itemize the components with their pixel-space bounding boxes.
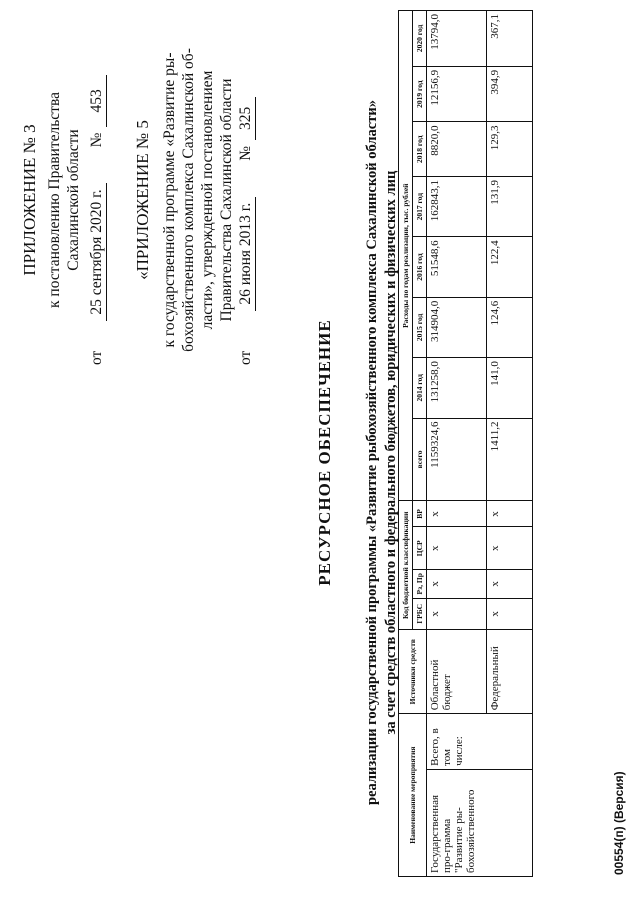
row-year-value: 141,0 bbox=[487, 358, 533, 418]
header-grbs: ГРБС bbox=[413, 598, 427, 630]
row-year-value: 129,3 bbox=[487, 122, 533, 176]
row-vr: х bbox=[487, 501, 533, 527]
document-heading: РЕСУРСНОЕ ОБЕСПЕЧЕНИЕ bbox=[315, 319, 334, 586]
row-total: 1411,2 bbox=[487, 418, 533, 501]
row-source: Федеральный bbox=[487, 630, 533, 714]
version-footer: 00554(п) (Версия) bbox=[612, 771, 626, 875]
appendix-3-line1: к постановлению Правительства bbox=[46, 92, 63, 308]
appendix-3-title: ПРИЛОЖЕНИЕ № 3 bbox=[20, 124, 39, 276]
header-year: 2015 год bbox=[413, 297, 427, 357]
header-year: 2014 год bbox=[413, 358, 427, 418]
appendix-5-line2: бохозяйственного комплекса Сахалинской об- bbox=[180, 48, 197, 352]
row-year-value: 8820,0 bbox=[427, 122, 487, 176]
row-source: Областной бюджет bbox=[427, 630, 487, 714]
appendix-5-title: «ПРИЛОЖЕНИЕ № 5 bbox=[133, 120, 152, 280]
row-year-value: 394,9 bbox=[487, 66, 533, 122]
appendix-5-line4: Правительства Сахалинской области bbox=[218, 78, 235, 322]
row-total: 1159324,6 bbox=[427, 418, 487, 501]
document-title-block bbox=[315, 30, 401, 875]
row-year-value: 162843,1 bbox=[427, 176, 487, 236]
header-total: всего bbox=[413, 418, 427, 501]
appendix-5-ot: от bbox=[237, 350, 254, 365]
header-source: Источники средств bbox=[399, 630, 427, 714]
header-year: 2018 год bbox=[413, 122, 427, 176]
appendix-5-line1: к государственной программе «Развитие ры- bbox=[161, 52, 178, 348]
row-year-value: 12156,9 bbox=[427, 66, 487, 122]
row-year-value: 51548,6 bbox=[427, 237, 487, 297]
row-scope: Всего, в том числе: bbox=[427, 714, 533, 770]
row-csr: х bbox=[487, 527, 533, 570]
document-subtitle-2: за счет средств областного и федерального бюджетов, юридических и физических лиц bbox=[383, 170, 399, 735]
appendix-5-date: 26 июня 2013 г. bbox=[236, 197, 256, 311]
row-csr: х bbox=[427, 527, 487, 570]
row-grbs: х bbox=[427, 598, 487, 630]
row-year-value: 124,6 bbox=[487, 297, 533, 357]
appendix-5-no: № bbox=[237, 145, 254, 161]
appendix-3-no: № bbox=[88, 132, 105, 148]
header-csr: ЦСР bbox=[413, 527, 427, 570]
appendix-5-number: 325 bbox=[236, 97, 256, 140]
header-vr: ВР bbox=[413, 501, 427, 527]
row-year-value: 13794,0 bbox=[427, 11, 487, 67]
header-year: 2017 год bbox=[413, 176, 427, 236]
header-year: 2020 год bbox=[413, 11, 427, 67]
row-year-value: 131258,0 bbox=[427, 358, 487, 418]
row-rzpr: х bbox=[427, 570, 487, 598]
appendix-3-number: 453 bbox=[87, 75, 107, 126]
header-rzpr: Рз, Пр bbox=[413, 570, 427, 598]
header-name: Наименование мероприятия bbox=[399, 714, 427, 877]
document-subtitle-1: реализации государственной программы «Развитие рыбохозяйственного комплекса Сахалинской области» bbox=[364, 100, 380, 805]
appendix-3-block bbox=[20, 35, 256, 365]
row-grbs: х bbox=[487, 598, 533, 630]
header-budget-code: Код бюджетной классификации bbox=[399, 501, 413, 630]
row-year-value: 367,1 bbox=[487, 11, 533, 67]
appendix-3-date: 25 сентября 2020 г. bbox=[87, 183, 107, 320]
header-year: 2016 год bbox=[413, 237, 427, 297]
row-year-value: 314904,0 bbox=[427, 297, 487, 357]
header-year: 2019 год bbox=[413, 66, 427, 122]
header-expenses: Расходы по годам реализации, тыс. рублей bbox=[399, 11, 413, 501]
appendix-3-line2: Сахалинской области bbox=[65, 129, 82, 271]
row-program-name: Государственная про-грамма "Развитие ры-бохозяйственного bbox=[427, 769, 533, 876]
row-year-value: 131,9 bbox=[487, 176, 533, 236]
row-year-value: 122,4 bbox=[487, 237, 533, 297]
appendix-3-ot: от bbox=[88, 350, 105, 365]
row-vr: х bbox=[427, 501, 487, 527]
row-rzpr: х bbox=[487, 570, 533, 598]
resource-table bbox=[398, 10, 533, 877]
table-row bbox=[427, 11, 487, 877]
appendix-5-line3: ласти», утвержденной постановлением bbox=[199, 70, 216, 330]
